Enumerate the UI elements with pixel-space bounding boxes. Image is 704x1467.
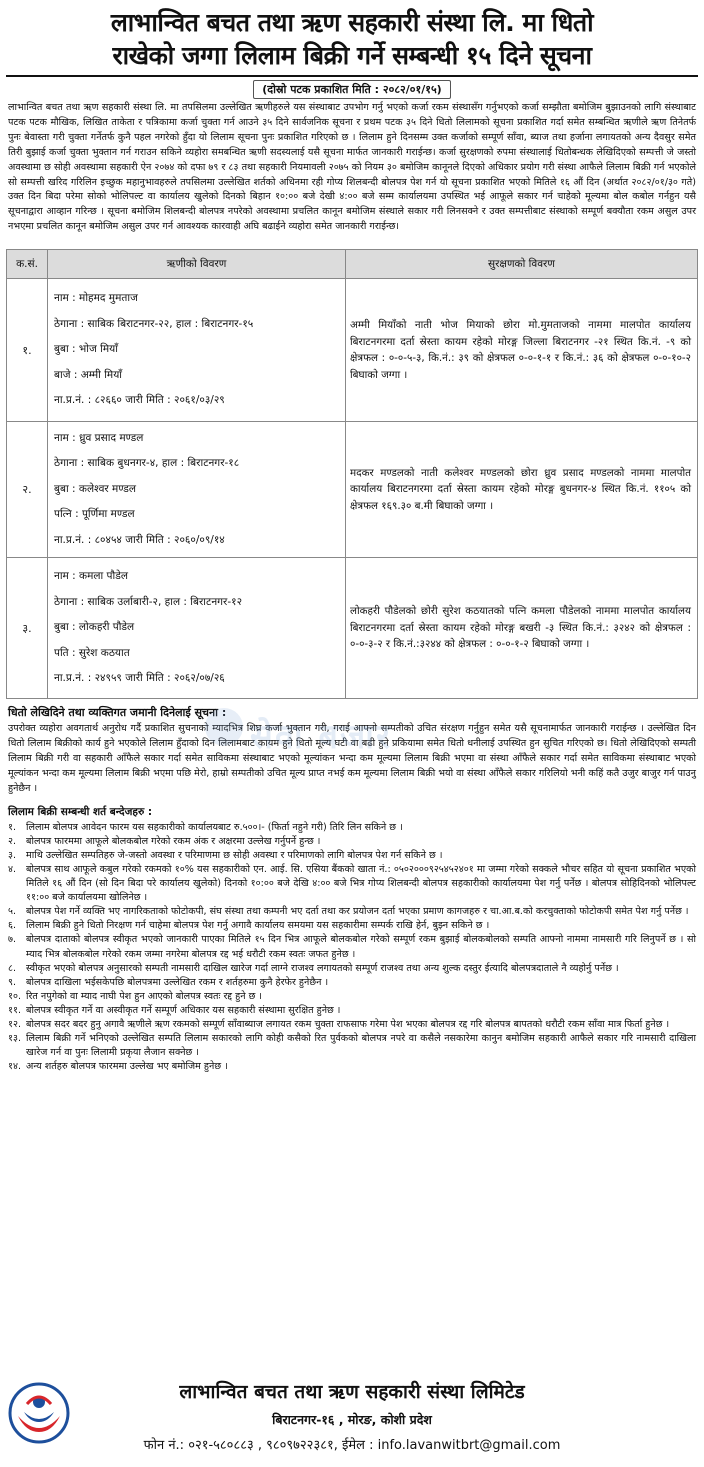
debtor-relation-2: पत्नि : पूर्णिमा मण्डल <box>54 508 135 521</box>
list-item <box>8 1032 696 1060</box>
debtor-relation-2: बाजे : अम्मी मियाँ <box>54 368 123 381</box>
list-item <box>8 821 696 835</box>
security-text: अम्मी मियाँको नाती भोज मियाको छोरा मो.मुमताजको नाममा मालपोत कार्यालय बिराटनगरमा दर्ता स्रेस्ता कायम रहेको मोरङ्ग जिल्ला बिराटनगर -२१ स्थित कि.नं. -९ को क्षेत्रफल : ०-०-५-३, कि.नं.: ३९ को क्षेत्रफल ०-०-१-१ र कि.नं.: ३६ को क्षेत्रफल ०-०-१०-२ बिघाको जग्गा । <box>350 319 691 381</box>
debtor-details <box>48 558 346 699</box>
table-row <box>7 279 698 422</box>
condition-text: बोलपत्र साथ आफूले कबुल गरेको रकमको १०% यस सहकारीको एन. आई. सि. एसिया बैंकको खाता नं.: ०५०२०००९२५४५२४०१ मा जम्मा गरेको सक्कले भौचर सहित यो सूचना प्रकाशित भएको मितिले १६ औं दिन (सो दिन बिदा परे कार्यालय खुलेको) दिनको १०:०० बजे देखि ४:०० बजे भित्र गोप्य शिलबन्दी बोलपत्र सहकारीको कार्यालयमा पेश गर्नु पर्नेछ । बोलपत्र सोहिदिनको भोलिपल्ट ११:०० बजे कार्यालयमा खोलिनेछ । <box>26 863 696 904</box>
list-item <box>8 905 696 919</box>
condition-number: ८. <box>8 962 17 974</box>
condition-text: बोलपत्र दाताको बोलपत्र स्वीकृत भएको जानकारी पाएका मितिले १५ दिन भित्र आफूले बोलकबोल गरेको सम्पूर्ण रकम बुझाई बोलकबोलको सम्पति आफ्नो नाममा नामसारी गरि लिनुपर्ने छ । सो म्याद भित्र बोलकबोल गरेको रकम जम्मा नगरेमा बोलपत्र रद्द भई धरौटी रकम स्वतः जफत हुनेछ । <box>26 934 696 960</box>
list-item <box>8 835 696 849</box>
header-serial: क.सं. <box>7 250 48 279</box>
list-item <box>8 962 696 976</box>
condition-text: बोलपत्र पेश गर्ने व्यक्ति भए नागरिकताको फोटोकपी, संघ संस्था तथा कम्पनी भए दर्ता तथा कर प्रयोजन दर्ता भएका प्रमाण कागजहरु र चा.आ.ब.को करचुक्ताको फोटोकपी समेत पेश गर्नु पर्नेछ । <box>26 906 689 918</box>
organization-logo-icon <box>8 1382 70 1444</box>
condition-number: ७. <box>8 934 17 946</box>
condition-text: स्वीकृत भएको बोलपत्र अनुसारको सम्पती नामसारी दाखिल खारेज गर्दा लाग्ने राजश्व लगायतको सम्पूर्ण राजश्व तथा अन्य शुल्क दस्तुर ईत्यादि बोलपत्रदाताले नै व्यहोर्नु पर्नेछ । <box>26 962 619 974</box>
organization-contact: फोन नं.: ०२१-५८०८८३ , ९८०९७२२३८१, ईमेल : info.lavanwitbrt@gmail.com <box>143 1438 561 1453</box>
security-text: मदकर मण्डलको नाती कलेश्वर मण्डलको छोरा ध्रुव प्रसाद मण्डलको नाममा मालपोत कार्यालय बिराटनगरमा दर्ता स्रेस्ता कायम रहेको मोरङ्ग बुधनगर-४ स्थित कि.नं. ११०५ को क्षेत्रफल १६९.३० ब.मी बिघाको जग्गा । <box>350 466 691 512</box>
list-item <box>8 919 696 933</box>
row-serial: २. <box>7 422 48 558</box>
condition-text: बोलपत्र दाखिला भईसकेपछि बोलपत्रमा उल्लेखित रकम र शर्तहरुमा कुनै हेरफेर हुनेछैन । <box>26 976 329 988</box>
debtor-name: नाम : ध्रुव प्रसाद मण्डल <box>54 431 144 444</box>
header-security: सुरक्षणको विवरण <box>346 250 698 279</box>
publication-date <box>6 80 698 99</box>
condition-number: ११. <box>8 1004 22 1016</box>
debtor-relation-2: पति : सुरेश कठयात <box>54 646 130 659</box>
list-item <box>8 933 696 961</box>
condition-number: ४. <box>8 863 17 875</box>
header-debtor: ऋणीको विवरण <box>48 250 346 279</box>
debtor-details <box>48 422 346 558</box>
title-line-2: राखेको जग्गा लिलाम बिक्री गर्ने सम्बन्धी १५ दिने सूचना <box>112 41 592 70</box>
debtor-relation-1: बुबा : भोज मियाँ <box>54 343 118 356</box>
notice-title <box>6 4 698 72</box>
condition-number: १२. <box>8 1019 22 1030</box>
condition-text: बोलपत्र स्वीकृत गर्ने वा अस्वीकृत गर्ने सम्पूर्ण अधिकार यस सहकारी संस्थामा सुरक्षित हुनेछ । <box>26 1004 341 1016</box>
condition-number: १०. <box>8 990 22 1002</box>
debtor-name: नाम : कमला पौडेल <box>54 570 128 583</box>
list-item <box>8 849 696 863</box>
publication-date-label: (दोस्रो पटक प्रकाशित मिति : २०८२/०१/१५) <box>253 80 450 99</box>
list-item <box>8 990 696 1004</box>
security-details <box>346 558 698 699</box>
security-details <box>346 279 698 422</box>
conditions-list <box>6 821 698 1075</box>
organization-address: बिराटनगर-१६ , मोरङ, कोशी प्रदेश <box>272 1412 432 1427</box>
condition-text: बोलपत्र फारममा आफूले बोलकबोल गरेको रकम अंक र अक्षरमा उल्लेख गर्नुपर्ने हुन्छ । <box>26 835 321 847</box>
security-text: लोकहरी पौडेलको छोरी सुरेश कठयातको पत्नि कमला पौडेलको नाममा मालपोत कार्यालय बिराटनगरमा दर्ता स्रेस्ता कायम रहेको मोरङ्ग बखरी -३ स्थित कि.नं.: ३२४२ को क्षेत्रफल : ०-०-३-२ र कि.नं.:३२४४ को क्षेत्रफल : ०-०-१-२ बिघाको जग्गा । <box>350 605 691 651</box>
debtor-citizenship: ना.प्र.नं. : २४९५९ जारी मिति : २०६२/०७/२६ <box>54 672 225 685</box>
security-details <box>346 422 698 558</box>
condition-number: २. <box>8 835 17 847</box>
watermark: सेवा बजार <box>250 717 392 757</box>
list-item <box>8 1018 696 1032</box>
condition-text: लिलाम बोलपत्र आवेदन फारम यस सहकारीको कार्यालयबाट रु.५००।- (फिर्ता नहुने गरी) तिरि लिन सकिने छ । <box>26 821 403 833</box>
list-item <box>8 976 696 990</box>
condition-text: रित नपुगेको वा म्याद नाघी पेश हुन आएको बोलपत्र स्वतः रद्द हुने छ । <box>26 990 262 1002</box>
debtor-details <box>48 279 346 422</box>
debtor-address: ठेगाना : साबिक बुधनगर-४, हाल : बिराटनगर-१८ <box>54 457 240 470</box>
table-header-row <box>7 250 698 279</box>
guarantor-heading: धितो लेखिदिने तथा व्यक्तिगत जमानी दिनेलाई सूचना : <box>8 706 227 720</box>
organization-name: लाभान्वित बचत तथा ऋण सहकारी संस्था लिमिटेड <box>179 1381 525 1403</box>
list-item <box>8 1060 696 1074</box>
list-item <box>8 1004 696 1018</box>
debtor-relation-1: बुबा : लोकहरी पौडेल <box>54 621 135 634</box>
condition-number: ५. <box>8 906 17 918</box>
debtor-relation-1: बुबा : कलेश्वर मण्डल <box>54 482 137 495</box>
condition-number: १. <box>8 821 17 833</box>
condition-number: ६. <box>8 920 17 932</box>
title-line-1: लाभान्वित बचत तथा ऋण सहकारी संस्था लि. मा धितो <box>110 8 594 37</box>
debtor-citizenship: ना.प्र.नं. : ८२६६० जारी मिति : २०६१/०३/२९ <box>54 394 225 407</box>
condition-text: अन्य शर्तहरु बोलपत्र फारममा उल्लेख भए बमोजिम हुनेछ । <box>26 1061 228 1073</box>
debtor-table <box>6 249 698 699</box>
list-item <box>8 863 696 905</box>
intro-paragraph: लाभान्वित बचत तथा ऋण सहकारी संस्था लि. मा तपसिलमा उल्लेखित ऋणीहरुले यस संस्थाबाट उपभोग गर्नु भएको कर्जा रकम संस्थासँग गर्नुभएको कर्जा सम्झौता बमोजिम बुझाउनको लागि संस्थाबाट पटक पटक मौखिक, लिखित ताकेता र पत्रिकामा कर्जा चुक्ता गर्न आउने ३५ दिने सार्वजनिक सूचना र प्रथम पटक ३५ दिने धितो लिलामको सूचना प्रकाशित गर्दा समेत सम्बन्धित ऋणीले ऋण तिनेतर्फ पुनः बेवास्ता गरी चुक्ता गर्नेतर्फ कुनै पहल नगरेको हुँदा यो लिलाम सूचना पुनः प्रकाशित गरिएको छ । लिलाम हुने दिनसम्म उक्त कर्जाको सम्पूर्ण साँवा, ब्याज तथा हर्जाना लगायतको अन्य दैवसुर समेत तिरी बुझाई कर्जा चुक्ता भुक्तान गर्न गराउन सकिने व्यहोरा समबन्धित ऋणी सदस्यलाई यसै सूचना मार्फत जानकारी गराईन्छ। कर्जा सुरक्षणको रुपमा संस्थालाई धितोबन्धक लेखिदिएको सम्पत्ती जे जस्तो अवस्थामा छ सोही अवस्थामा सहकारी ऐन २०७४ को दफा ७९ र ८३ तथा सहकारी नियमावली २०७५ को नियम ३० बमोजिम कानूनले दिएको अधिकार प्रयोग गरी संस्था आफैले लिलाम बिक्री गर्न भएकोले सो सम्पत्ती खरिद गरिलिन इच्छुक महानुभावहरुले तपसिलमा उल्लेखित शर्तको अधिनमा रही गोप्य शिलबन्दी बोलपत्र पेश गर्न यो सूचना प्रकाशित भएको मितिले १६ औं दिन (अर्थात २०८२/०१/३० गते) उक्त दिन बिदा परेमा सोको भोलिपल्ट वा कार्यालय खुलेको दिनको बिहान १०:०० बजे देखी ४:०० बजे सम्म कार्यालयमा उपस्थित भई आफूले सकार गर्न चाहेको मूल्यमा बोल कबोल गर्नहुन यसै सूचनाद्वारा आव्हान गरिन्छ । सूचना बमोजिम शिलबन्दी बोलपत्र नपरेको अवस्थामा प्रचलित कानून बमोजिम संस्थाले सकार गरी लिनसक्ने र उक्त सम्पत्तीबाट संस्थाको सम्पूर्ण बक्यौता रकम असुल उपर नभएमा प्रचलित कानून बमोजिम असुल उपर गर्न आवश्यक कारवाही अघि बढाईने व्यहोरा समेत जानकारी गराईन्छ। <box>8 102 696 233</box>
debtor-address: ठेगाना : साबिक उर्लाबारी-२, हाल : बिराटनगर-१२ <box>54 595 243 608</box>
row-serial: ३. <box>7 558 48 699</box>
condition-number: १३. <box>8 1033 22 1045</box>
table-row <box>7 422 698 558</box>
debtor-address: ठेगाना : साबिक बिराटनगर-२२, हाल : बिराटनगर-१५ <box>54 317 254 330</box>
footer <box>0 1378 704 1467</box>
guarantor-paragraph: उपरोक्त व्यहोरा अवगतार्थ अनुरोध गर्दै प्रकाशित सुचनाको म्यादभित्र शिघ्र कर्जा भुक्तान गरी, गराई आफ्नो सम्पतीको उचित संरक्षण गर्नुहुन समेत यसै सूचनामार्फत जानकारी गराईन्छ । उल्लेखित दिन धितो लिलाम बिक्रीको कार्य हुने भएकोले लिलाम हुँदाको दिन लिलामबाट कायम हुने धितो मूल्य घटी वा बढी हुने प्रकियामा समेत धितो धनीलाई उपस्थित हुन सुचित गरिएको छ। धितो लेखिदिएको सम्पती लिलाम बिक्री गरी वा सहकारी आँफैले सकार गर्दा समेत साविकमा संस्थाबाट भएको मूल्यांकन भन्दा कम मूल्यमा लिलाम बिक्री भएमा वा संस्था आँफैले सकार गर्दा समेत साविकमा संस्थाबाट भएको मूल्यांकन भन्दा कम मूल्यमा लिलाम बिक्री भएमा पछि मेरो, हाम्रो सम्पतीको उचित मूल्य प्राप्त नभई कम मूल्यमा लिलाम बिक्री भयो वा संस्था आँफैले सकार गरिलियो भनी कहिं कतै उजुर बाजुर गर्न पाउनु हुनेछैन । <box>8 723 696 794</box>
condition-number: १४. <box>8 1061 22 1073</box>
condition-number: ९. <box>8 976 17 988</box>
condition-text: बोलपत्र सदर बदर हुनु अगावै ऋणीले ऋण रकमको सम्पूर्ण साँवाब्याज लगायत रकम चुक्ता राफसाफ गरेमा पेश भएका बोलपत्र रद्द गरि बोलपत्र बापतको धरौटी रकम साँवा मात्र फिर्ता हुनेछ । <box>26 1019 670 1030</box>
condition-text: लिलाम बिक्री हुने धितो निरक्षण गर्न चाहेमा बोलपत्र पेश गर्नु अगावै कार्यालय समयमा यस सहकारीमा सम्पर्क राखि हेर्न, बुझ्न सकिने छ । <box>26 920 490 932</box>
row-serial: १. <box>7 279 48 422</box>
title-divider <box>6 75 698 77</box>
condition-text: माथि उल्लेखित सम्पतिहरु जे-जस्तो अवस्था र परिमाणमा छ सोही अवस्था र परिमाणको लागि बोलपत्र पेश गर्न सकिने छ । <box>26 849 443 861</box>
debtor-citizenship: ना.प्र.नं. : ८०४५४ जारी मिति : २०६०/०९/१४ <box>54 533 225 546</box>
condition-text: लिलाम बिक्री गर्ने भनिएको उल्लेखित सम्पति लिलाम सकारको लागि कोही कसैको रित पुर्वकको बोलपत्र नपरे वा कसैले नसकारेमा कानुन बमोजिम सहकारी आफैले सकार गरि नामसारी दाखिला खारेज गर्न वा पुनः लिलामी प्रकृया लैजान सक्नेछ । <box>26 1033 696 1059</box>
condition-number: ३. <box>8 849 17 861</box>
conditions-heading: लिलाम बिक्री सम्बन्धी शर्त बन्देजहरु : <box>8 805 153 818</box>
debtor-name: नाम : मोहमद मुमताज <box>54 292 138 305</box>
table-row <box>7 558 698 699</box>
